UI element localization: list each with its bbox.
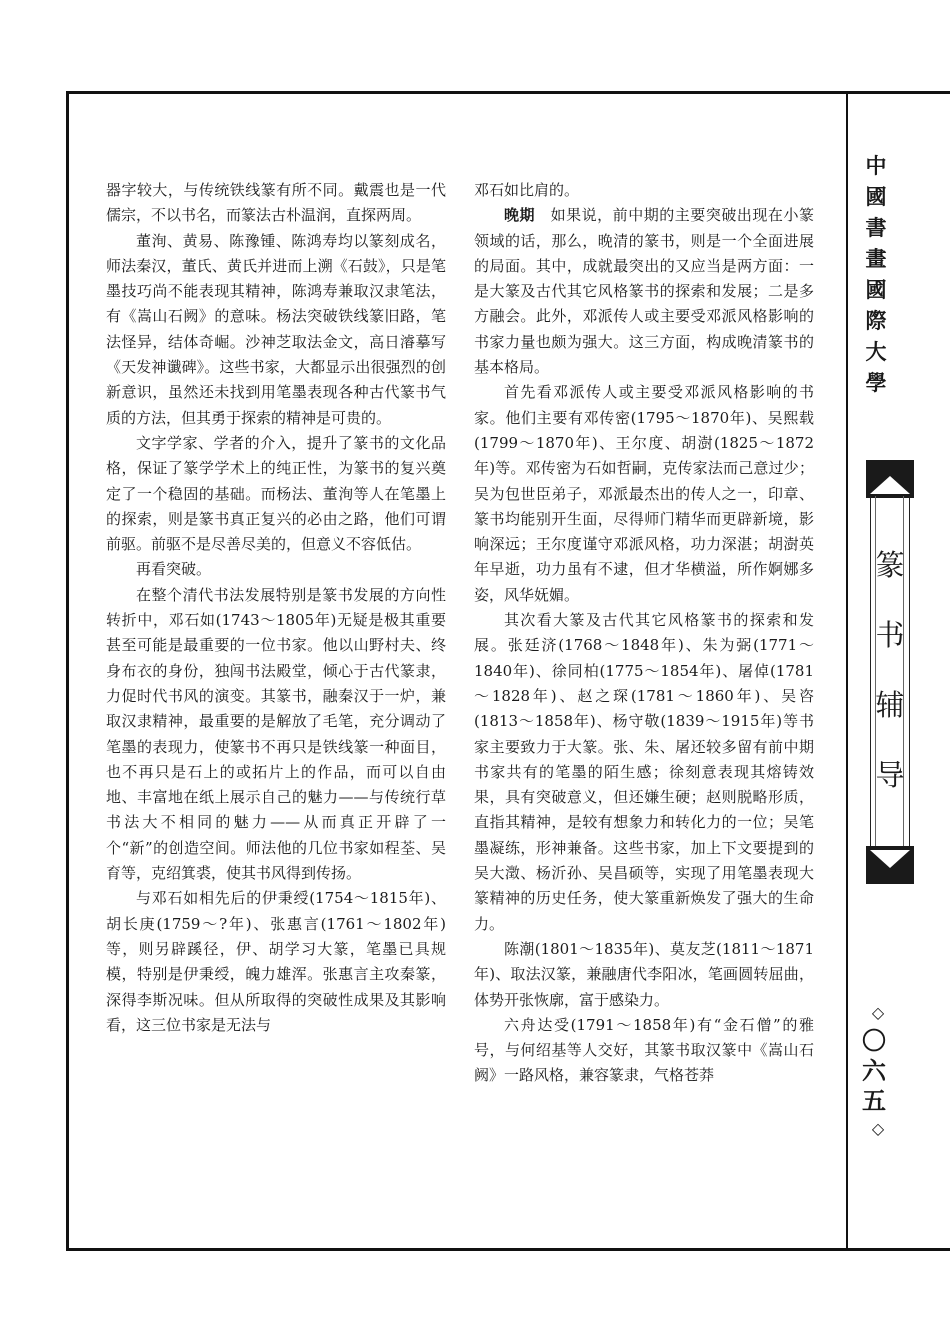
paragraph: 首先看邓派传人或主要受邓派风格影响的书家。他们主要有邓传密(1795～1870年)、吴熙载(1799～1870年)、王尔度、胡澍(1825～1872年)等。邓传密为石如哲嗣，克传家法而己意过少；吴为包世臣弟子，邓派最杰出的传人之一，印章、篆书均能别开生面，尽得师门精华而更辟新境，影响深远；王尔度谨守邓派风格，功力深湛；胡澍英年早逝，功力虽有不逮，但才华横溢，所作婀娜多姿，风华妩媚。 [474,383,814,604]
panel-cap-top [866,460,914,498]
page-number-char: 〇 [862,1026,886,1055]
paragraph: 在整个清代书法发展特别是篆书发展的方向性转折中，邓石如(1743～1805年)无疑是极其重要甚至可能是最重要的一位书家。他以山野村夫、终身布衣的身份，独闯书法殿堂，倾心于古代篆隶，力促时代书风的演变。其篆书，融秦汉于一炉，兼取汉隶精神，最重要的是解放了毛笔，充分调动了笔墨的表现力，使篆书不再只是铁线篆一种面目，也不再只是石上的或拓片上的作品，而可以自由地、丰富地在纸上展示自己的魅力——与传统行草书法大不相同的魅力——从而真正开辟了一个“新”的创造空间。师法他的几位书家如程荃、吴育等，克绍箕裘，使其书风得到传扬。 [106,585,446,883]
section-title-char: 辅 [875,688,905,722]
page-number-char: 六 [862,1056,886,1085]
university-name-char: 大 [865,339,887,364]
section-title [870,530,910,810]
paragraph: 陈潮(1801～1835年)、莫友芝(1811～1871年)、取法汉篆，兼融唐代李阳冰，笔画圆转屈曲，体势开张恢廓，富于感染力。 [474,939,814,1009]
paragraph: 再看突破。 [136,560,212,579]
section-title-char: 导 [875,758,905,792]
university-name-char: 國 [865,184,887,209]
paragraph-body: 如果说，前中期的主要突破出现在小篆领域的话，那么，晚清的篆书，则是一个全面进展的局面。其中，成就最突出的又应当是两方面：一是大篆及古代其它风格篆书的探索和发展；二是多方融会。此外，邓派传人或主要受邓派风格影响的书家力量也颇为强大。这三方面，构成晚清篆书的基本格局。 [474,206,814,377]
university-name-char: 畫 [865,246,887,271]
page-number [862,1000,894,1142]
left-column [106,178,446,1038]
page-number-char: 五 [862,1086,886,1115]
right-column [474,178,814,1089]
university-name-char: 學 [865,370,887,395]
university-name-char: 國 [865,277,887,302]
paragraph: 董洵、黄易、陈豫锺、陈鸿寿均以篆刻成名，师法秦汉，董氏、黄氏并进而上溯《石鼓》，只是笔墨技巧尚不能表现其精神，陈鸿寿兼取汉隶笔法，有《嵩山石阙》的意味。杨法突破铁线篆旧路，笔法怪异，结体奇崛。沙神芝取法金文，高日濬摹写《天发神谶碑》。这些书家，大都显示出很强烈的创新意识，虽然还未找到用笔墨表现各种古代篆书气质的方法，但其勇于探索的精神是可贵的。 [106,231,446,427]
paragraph: 六舟达受(1791～1858年)有“金石僧”的雅号，与何绍基等人交好，其篆书取汉篆中《嵩山石阙》一路风格，兼容篆隶，气格苍莽 [474,1015,814,1085]
paragraph: 其次看大篆及古代其它风格篆书的探索和发展。张廷济(1768～1848年)、朱为弼(1771～1840年)、徐同柏(1775～1854年)、屠倬(1781～1828年)、赵之琛(1781～1860年)、吴咨(1813～1858年)、杨守敬(1839～1915年)等书家主要致力于大篆。张、朱、屠还较多留有前中期书家共有的笔墨的陌生感；徐刻意表现其熔铸效果，具有突破意义，但还嫌生硬；赵则脱略形质，直指其精神，是较有想象力和转化力的一位；吴笔墨凝练，形神兼备。这些书家，加上下文要提到的吴大澂、杨沂孙、吴昌硕等，实现了用笔墨表现大篆精神的历史任务，使大篆重新焕发了强大的生命力。 [474,611,814,933]
university-name [860,150,892,398]
section-title-char: 篆 [875,548,905,582]
page-number-digits [862,1026,894,1116]
university-name-char: 中 [865,153,887,178]
paragraph: 器字较大，与传统铁线篆有所不同。戴震也是一代儒宗，不以书名，而篆法古朴温润，直探两周。 [106,181,446,225]
margin-divider [846,91,848,1251]
panel-cap-bottom [866,846,914,884]
section-heading: 晚期 [504,206,536,225]
paragraph: 文字学家、学者的介入，提升了篆书的文化品格，保证了篆学学术上的纯正性，为篆书的复兴奠定了一个稳固的基础。而杨法、董洵等人在笔墨上的探索，则是篆书真正复兴的必由之路，他们可谓前驱。前驱不是尽善尽美的，但意义不容低估。 [106,433,446,554]
section-title-char: 书 [875,618,905,652]
paragraph: 与邓石如相先后的伊秉绶(1754～1815年)、胡长庚(1759～?年)、张惠言(1761～1802年)等，则另辟蹊径，伊、胡学习大篆，笔墨已具规模，特别是伊秉绶，魄力雄浑。张惠言主攻秦篆，深得李斯况味。但从所取得的突破性成果及其影响看，这三位书家是无法与 [106,889,446,1034]
diamond-ornament-bottom: ◇ [871,1119,885,1138]
paragraph [474,203,814,380]
university-name-char: 際 [865,308,887,333]
university-name-char: 書 [865,215,887,240]
diamond-ornament-top: ◇ [871,1003,885,1022]
paragraph: 邓石如比肩的。 [474,181,580,199]
